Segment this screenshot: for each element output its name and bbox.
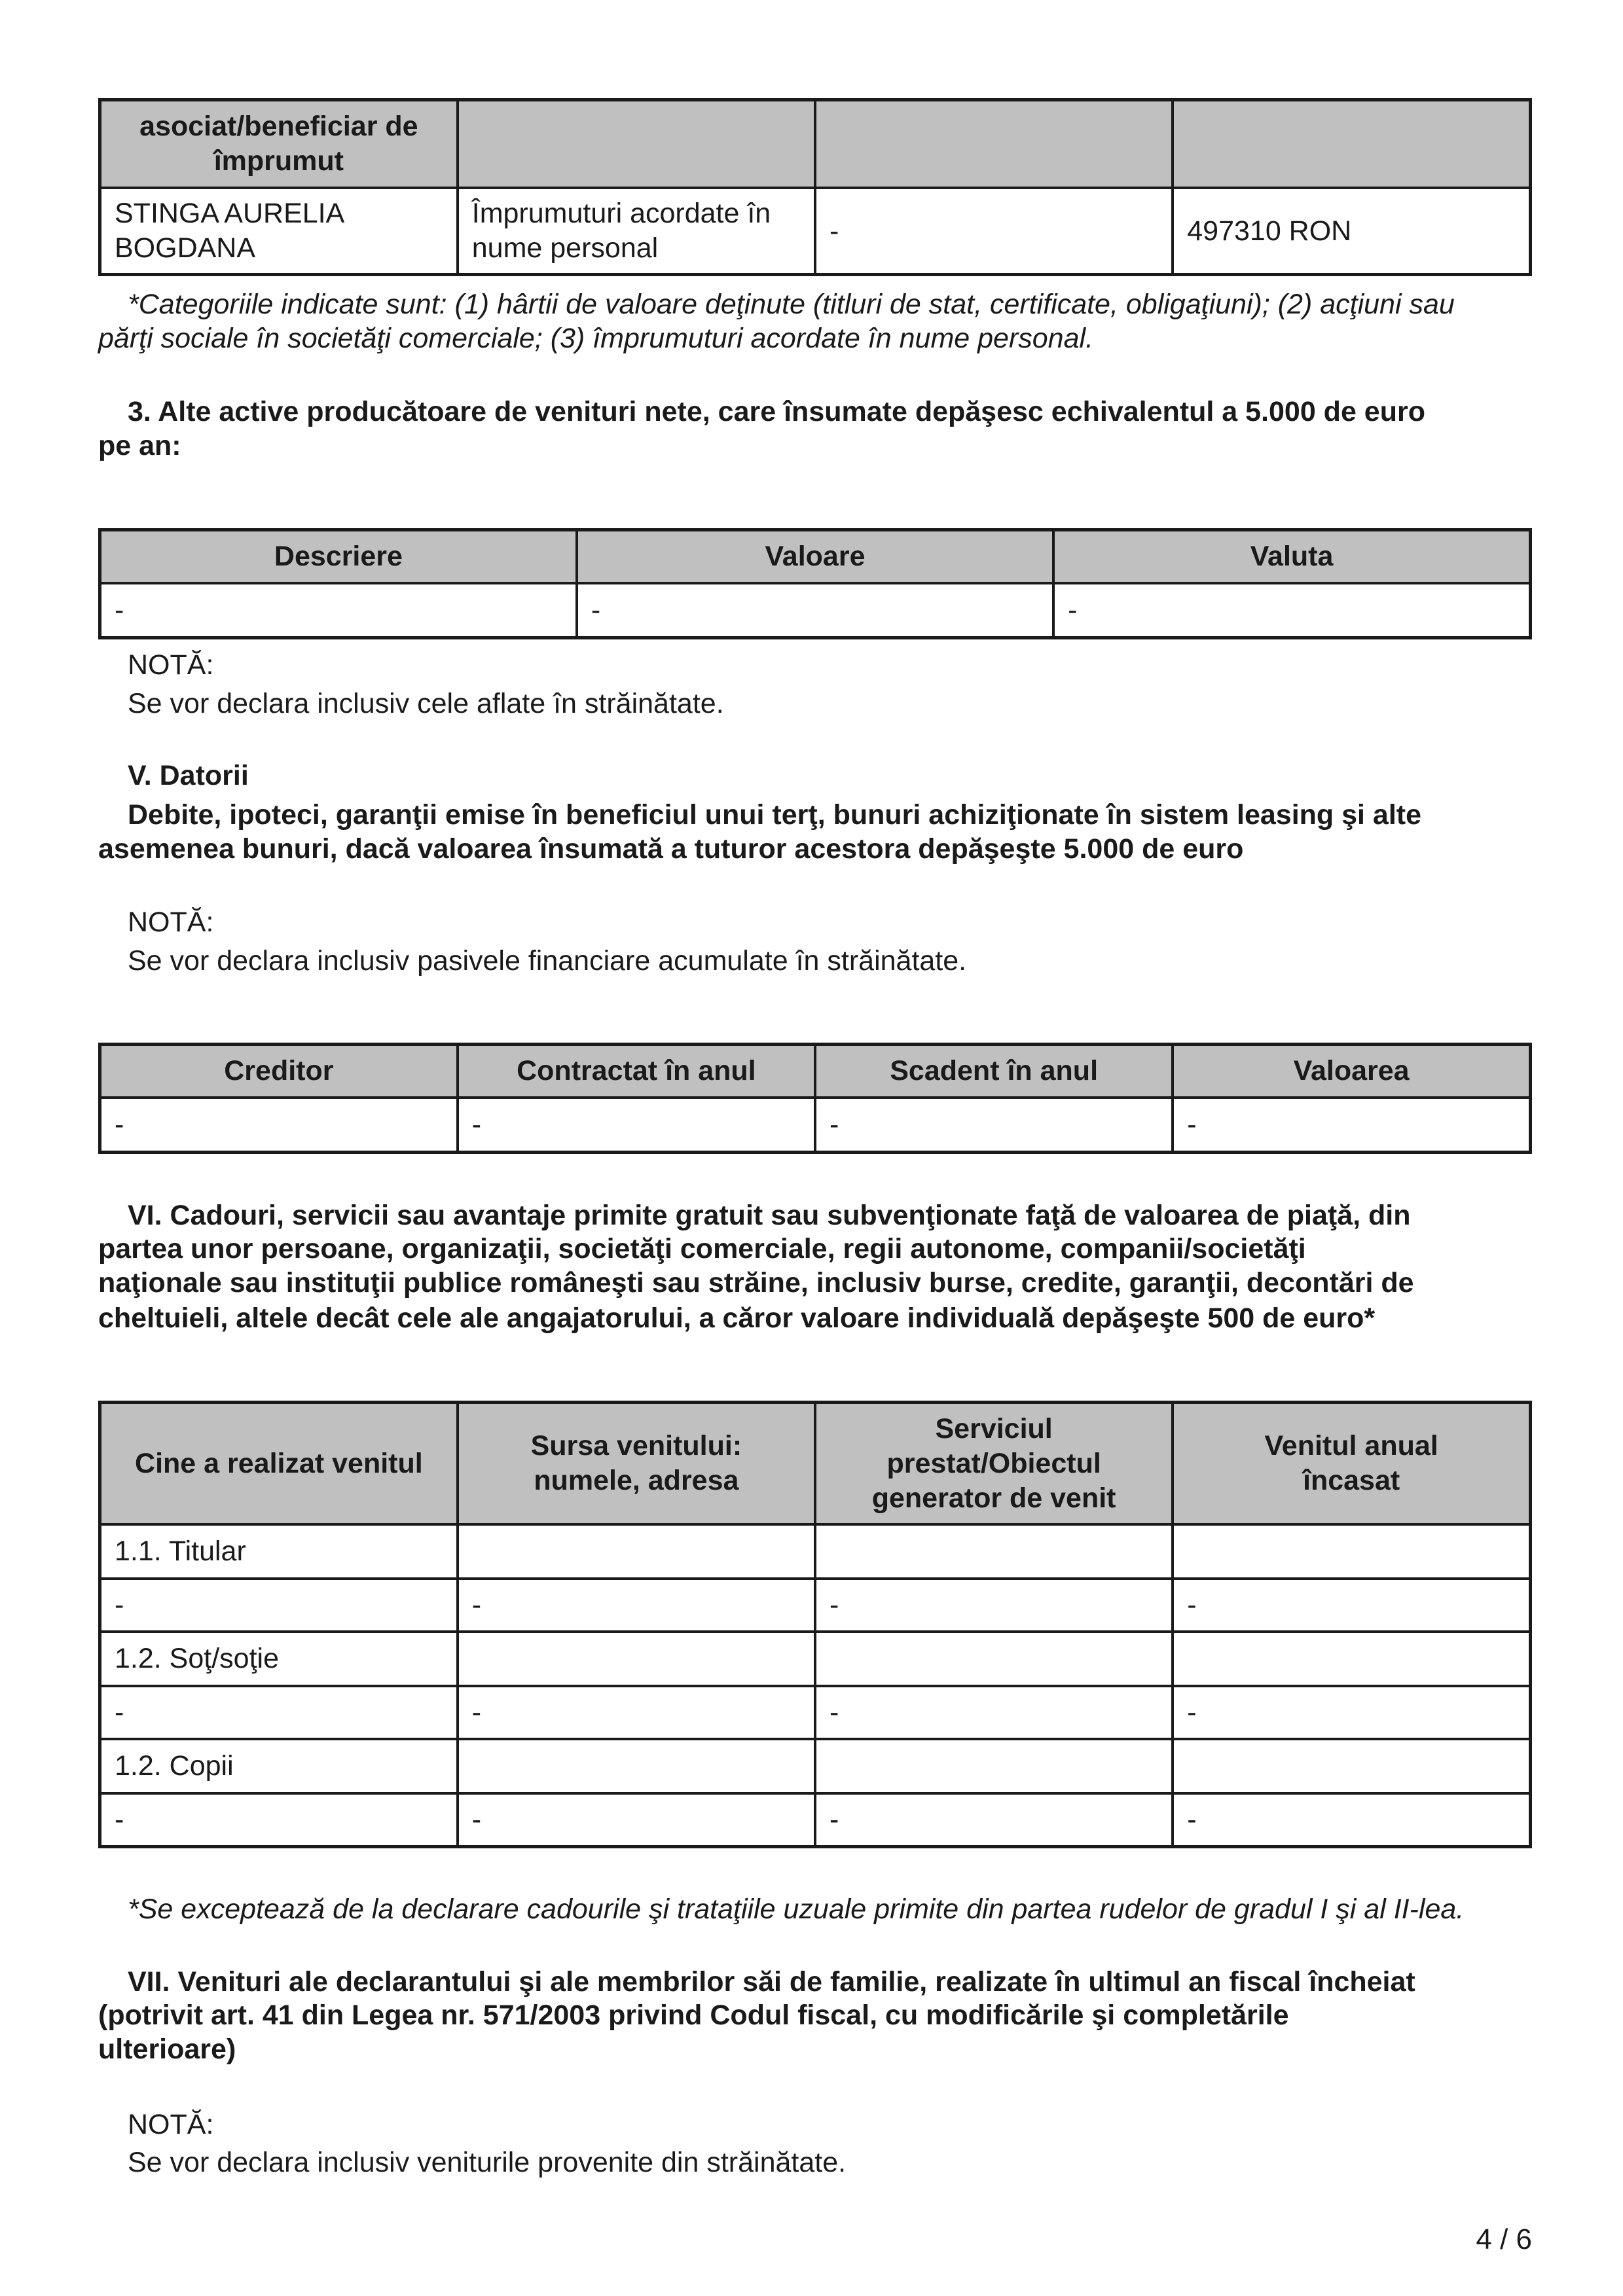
table-row — [100, 583, 1531, 638]
table-cell: - — [1173, 1686, 1530, 1739]
table-cell — [1173, 1739, 1530, 1793]
table-cell: - — [458, 1098, 815, 1153]
loans-header-beneficiary — [100, 100, 458, 188]
table-row — [100, 1632, 1531, 1686]
cell-line: BOGDANA — [115, 232, 256, 264]
table-cell — [458, 1739, 815, 1793]
header-cell-creditor: Creditor — [100, 1045, 458, 1098]
header-cell-income-earner — [100, 1403, 458, 1525]
table-cell: 1.1. Titular — [100, 1524, 458, 1579]
loans-header-empty — [1173, 100, 1530, 188]
table-cell: 1.2. Copii — [100, 1739, 458, 1793]
header-cell-contracted-year: Contractat în anul — [458, 1045, 815, 1098]
income-heading-line: (potrivit art. 41 din Legea nr. 571/2003 privind Codul fiscal, cu modificările şi completările — [98, 2000, 1289, 2031]
table-cell: - — [458, 1686, 815, 1739]
table-cell — [1173, 1524, 1530, 1579]
note-label: NOTĂ: — [128, 649, 214, 681]
other-assets-heading-line: pe an: — [98, 430, 181, 461]
table-cell: - — [100, 1793, 458, 1847]
gifts-footnote: *Se exceptează de la declarare cadourile şi trataţiile uzuale primite din partea rudelor de gradul I şi al II-lea. — [128, 1893, 1465, 1925]
header-line: numele, adresa — [534, 1465, 739, 1496]
table-cell: - — [1173, 1579, 1530, 1632]
cell-line: Împrumuturi acordate în — [471, 198, 771, 229]
note-text: Se vor declara inclusiv veniturile provenite din străinătate. — [128, 2147, 847, 2178]
header-line: încasat — [1303, 1465, 1400, 1496]
table-cell: - — [100, 1686, 458, 1739]
note-label: NOTĂ: — [128, 906, 214, 938]
gifts-heading-line: cheltuieli, altele decât cele ale angajatorului, a căror valoare individuală depăşeşte 500 de euro* — [98, 1302, 1376, 1334]
table-row — [100, 188, 1531, 275]
table-cell — [458, 1632, 815, 1686]
table-row — [100, 1739, 1531, 1793]
loans-cell-placeholder: - — [815, 188, 1173, 275]
header-line: prestat/Obiectul — [886, 1447, 1101, 1479]
debts-title: V. Datorii — [128, 760, 249, 791]
gifts-heading-line: partea unor persoane, organizaţii, societăţi comerciale, regii autonome, companii/societăţi — [98, 1233, 1306, 1265]
table-cell: - — [815, 1793, 1173, 1847]
other-assets-table — [98, 528, 1532, 639]
table-row — [100, 1098, 1531, 1153]
other-assets-header-row — [100, 530, 1531, 584]
income-heading-line: ulterioare) — [98, 2034, 236, 2065]
debts-heading-line: Debite, ipoteci, garanţii emise în beneficiul unui terţ, bunuri achiziţionate în sistem leasing şi alte — [128, 799, 1422, 831]
header-cell-due-year: Scadent în anul — [815, 1045, 1173, 1098]
header-line: Sursa venitului: — [530, 1430, 742, 1462]
table-cell: - — [815, 1098, 1173, 1153]
loans-header-empty — [458, 100, 815, 188]
cell-line: STINGA AURELIA — [115, 198, 345, 229]
page-number: 4 / 6 — [1476, 2223, 1532, 2255]
loans-cell-beneficiary — [100, 188, 458, 275]
gifts-table — [98, 1401, 1532, 1848]
other-assets-heading-line: 3. Alte active producătoare de venituri nete, care însumate depăşesc echivalentul a 5.000 de euro — [128, 396, 1425, 427]
table-row — [100, 1524, 1531, 1579]
table-cell — [1173, 1632, 1530, 1686]
header-line: împrumut — [213, 145, 344, 177]
table-cell: - — [577, 583, 1053, 638]
gifts-heading-line: naţionale sau instituţii publice româneşti sau străine, inclusiv burse, credite, garanţii, decontări de — [98, 1267, 1414, 1299]
income-heading-line: VII. Venituri ale declarantului şi ale membrilor săi de familie, realizate în ultimul an fiscal încheiat — [128, 1966, 1415, 1998]
table-row — [100, 1793, 1531, 1847]
table-cell: - — [815, 1686, 1173, 1739]
loans-table — [98, 98, 1532, 276]
header-line: Cine a realizat venitul — [135, 1447, 423, 1479]
table-cell: - — [1173, 1793, 1530, 1847]
table-cell: 1.2. Soţ/soţie — [100, 1632, 458, 1686]
table-cell: - — [100, 1579, 458, 1632]
table-cell: - — [458, 1793, 815, 1847]
table-cell — [815, 1524, 1173, 1579]
header-cell-currency: Valuta — [1053, 530, 1530, 584]
table-cell: - — [100, 1098, 458, 1153]
header-cell-annual-income — [1173, 1403, 1530, 1525]
gifts-header-row — [100, 1403, 1531, 1525]
loans-footnote-line: *Categoriile indicate sunt: (1) hârtii de valoare deţinute (titluri de stat, certificate, obligaţiuni); (2) acţiuni sau — [128, 289, 1455, 320]
gifts-heading-line: VI. Cadouri, servicii sau avantaje primite gratuit sau subvenţionate faţă de valoarea de piaţă, din — [128, 1200, 1411, 1231]
loans-cell-category — [458, 188, 815, 275]
table-cell — [815, 1739, 1173, 1793]
header-line: generator de venit — [871, 1482, 1116, 1514]
header-cell-value: Valoare — [577, 530, 1053, 584]
loans-table-header-row — [100, 100, 1531, 188]
debts-table — [98, 1043, 1532, 1154]
table-cell — [458, 1524, 815, 1579]
loans-header-empty — [815, 100, 1173, 188]
table-cell: - — [1053, 583, 1530, 638]
header-line: asociat/beneficiar de — [139, 111, 418, 142]
header-cell-service — [815, 1403, 1173, 1525]
table-cell: - — [100, 583, 577, 638]
debts-heading-line: asemenea bunuri, dacă valoarea însumată a tuturor acestora depăşeşte 5.000 de euro — [98, 833, 1244, 865]
note-text: Se vor declara inclusiv pasivele financiare acumulate în străinătate. — [128, 945, 967, 977]
cell-line: nume personal — [471, 232, 659, 264]
header-line: Venitul anual — [1264, 1430, 1438, 1462]
note-text: Se vor declara inclusiv cele aflate în străinătate. — [128, 688, 724, 719]
debts-header-row — [100, 1045, 1531, 1098]
table-cell: - — [1173, 1098, 1530, 1153]
loans-footnote-line: părţi sociale în societăţi comerciale; (3) împrumuturi acordate în nume personal. — [98, 323, 1094, 354]
header-line: Serviciul — [935, 1412, 1053, 1444]
table-row — [100, 1686, 1531, 1739]
table-cell: - — [815, 1579, 1173, 1632]
header-cell-amount: Valoarea — [1173, 1045, 1530, 1098]
note-label: NOTĂ: — [128, 2109, 214, 2140]
table-cell — [815, 1632, 1173, 1686]
header-cell-income-source — [458, 1403, 815, 1525]
header-cell-description: Descriere — [100, 530, 577, 584]
loans-cell-value: 497310 RON — [1173, 188, 1530, 275]
table-cell: - — [458, 1579, 815, 1632]
table-row — [100, 1579, 1531, 1632]
